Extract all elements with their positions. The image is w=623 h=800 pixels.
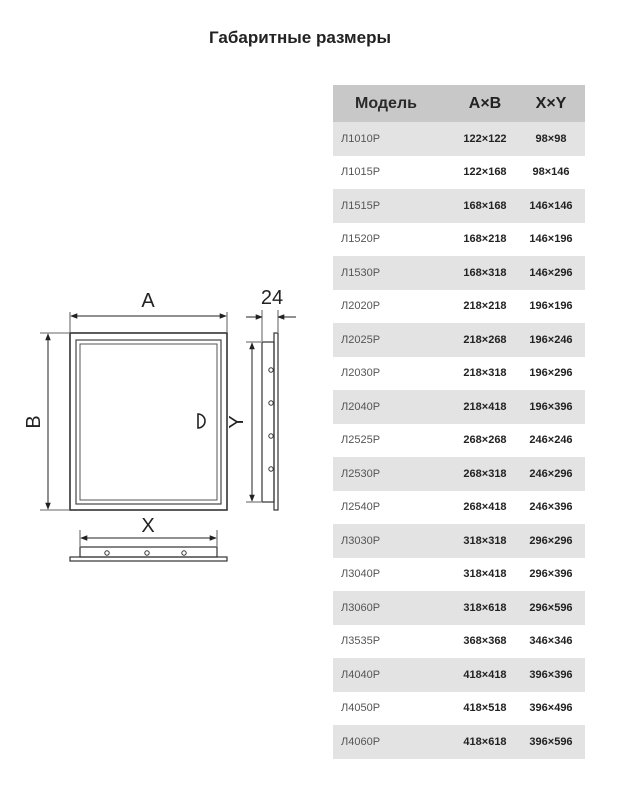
dimensions-table — [333, 85, 585, 759]
cell-model: Л3040Р — [341, 568, 381, 581]
cell-xy: 146×296 — [529, 266, 573, 279]
cell-model: Л2020Р — [341, 300, 381, 313]
table-row — [333, 558, 585, 592]
label-x: X — [141, 515, 155, 537]
cell-model: Л1530Р — [341, 266, 381, 279]
cell-xy: 296×296 — [529, 534, 573, 547]
cell-xy: 196×396 — [529, 400, 573, 413]
table-row — [333, 692, 585, 726]
table-row — [333, 390, 585, 424]
cell-xy: 396×596 — [529, 735, 573, 748]
cell-model: Л2530Р — [341, 467, 381, 480]
cell-ab: 218×218 — [463, 300, 507, 313]
side-view-flange — [274, 333, 278, 510]
cell-model: Л4060Р — [341, 735, 381, 748]
cell-ab: 168×318 — [463, 266, 507, 279]
cell-xy: 196×296 — [529, 367, 573, 380]
cell-xy: 146×146 — [529, 199, 573, 212]
cell-model: Л1010Р — [341, 132, 381, 145]
cell-ab: 218×318 — [463, 367, 507, 380]
table-row — [333, 290, 585, 324]
table-header — [333, 85, 585, 122]
cell-xy: 196×246 — [529, 333, 573, 346]
page-title: Габаритные размеры — [209, 28, 391, 47]
cell-model: Л3030Р — [341, 534, 381, 547]
cell-xy: 396×396 — [529, 668, 573, 681]
cell-model: Л2040Р — [341, 400, 381, 413]
cell-xy: 396×496 — [529, 702, 573, 715]
cell-xy: 246×296 — [529, 467, 573, 480]
cell-ab: 418×418 — [463, 668, 507, 681]
cell-ab: 268×318 — [463, 467, 507, 480]
table-row — [333, 189, 585, 223]
table-row — [333, 457, 585, 491]
cell-model: Л3535Р — [341, 635, 381, 648]
cell-xy: 346×346 — [529, 635, 573, 648]
cell-ab: 218×268 — [463, 333, 507, 346]
cell-ab: 218×418 — [463, 400, 507, 413]
cell-xy: 246×246 — [529, 434, 573, 447]
table-row — [333, 658, 585, 692]
table-row — [333, 156, 585, 190]
cell-model: Л2540Р — [341, 501, 381, 514]
header-model: Модель — [355, 94, 417, 112]
header-xy: X×Y — [535, 94, 567, 112]
hatch-outer-frame — [70, 333, 227, 510]
cell-model: Л4040Р — [341, 668, 381, 681]
cell-ab: 418×518 — [463, 702, 507, 715]
lock-icon — [198, 414, 205, 428]
label-depth: 24 — [260, 287, 284, 309]
cell-xy: 146×196 — [529, 233, 573, 246]
cell-ab: 318×318 — [463, 534, 507, 547]
cell-model: Л2025Р — [341, 333, 381, 346]
cell-model: Л1515Р — [341, 199, 381, 212]
cell-ab: 368×368 — [463, 635, 507, 648]
label-y: Y — [226, 415, 248, 429]
cell-ab: 122×168 — [463, 166, 507, 179]
table-row — [333, 256, 585, 290]
label-b: B — [23, 415, 45, 429]
cell-ab: 318×418 — [463, 568, 507, 581]
hatch-inner-frame — [76, 340, 221, 504]
table-row — [333, 591, 585, 625]
cell-ab: 168×168 — [463, 199, 507, 212]
table-row — [333, 323, 585, 357]
table-row — [333, 223, 585, 257]
cell-xy: 196×196 — [529, 300, 573, 313]
cell-xy: 296×596 — [529, 601, 573, 614]
cell-xy: 98×146 — [532, 166, 570, 179]
label-a: A — [141, 290, 155, 312]
table-row — [333, 424, 585, 458]
side-view-body — [262, 342, 274, 502]
dimension-drawing — [0, 270, 310, 575]
table-row — [333, 524, 585, 558]
cell-xy: 246×396 — [529, 501, 573, 514]
cell-xy: 98×98 — [535, 132, 567, 145]
table-row — [333, 725, 585, 759]
cell-model: Л2030Р — [341, 367, 381, 380]
table-row — [333, 625, 585, 659]
cell-model: Л4050Р — [341, 702, 381, 715]
cell-ab: 418×618 — [463, 735, 507, 748]
cell-ab: 122×122 — [463, 132, 507, 145]
cell-ab: 168×218 — [463, 233, 507, 246]
hatch-door-panel — [80, 344, 217, 500]
cell-ab: 318×618 — [463, 601, 507, 614]
table-row — [333, 491, 585, 525]
header-ab: A×B — [468, 94, 502, 112]
cell-model: Л3060Р — [341, 601, 381, 614]
table-row — [333, 357, 585, 391]
cell-model: Л2525Р — [341, 434, 381, 447]
table-row — [333, 122, 585, 156]
cell-ab: 268×268 — [463, 434, 507, 447]
cell-ab: 268×418 — [463, 501, 507, 514]
cell-xy: 296×396 — [529, 568, 573, 581]
cell-model: Л1015Р — [341, 166, 381, 179]
cell-model: Л1520Р — [341, 233, 381, 246]
